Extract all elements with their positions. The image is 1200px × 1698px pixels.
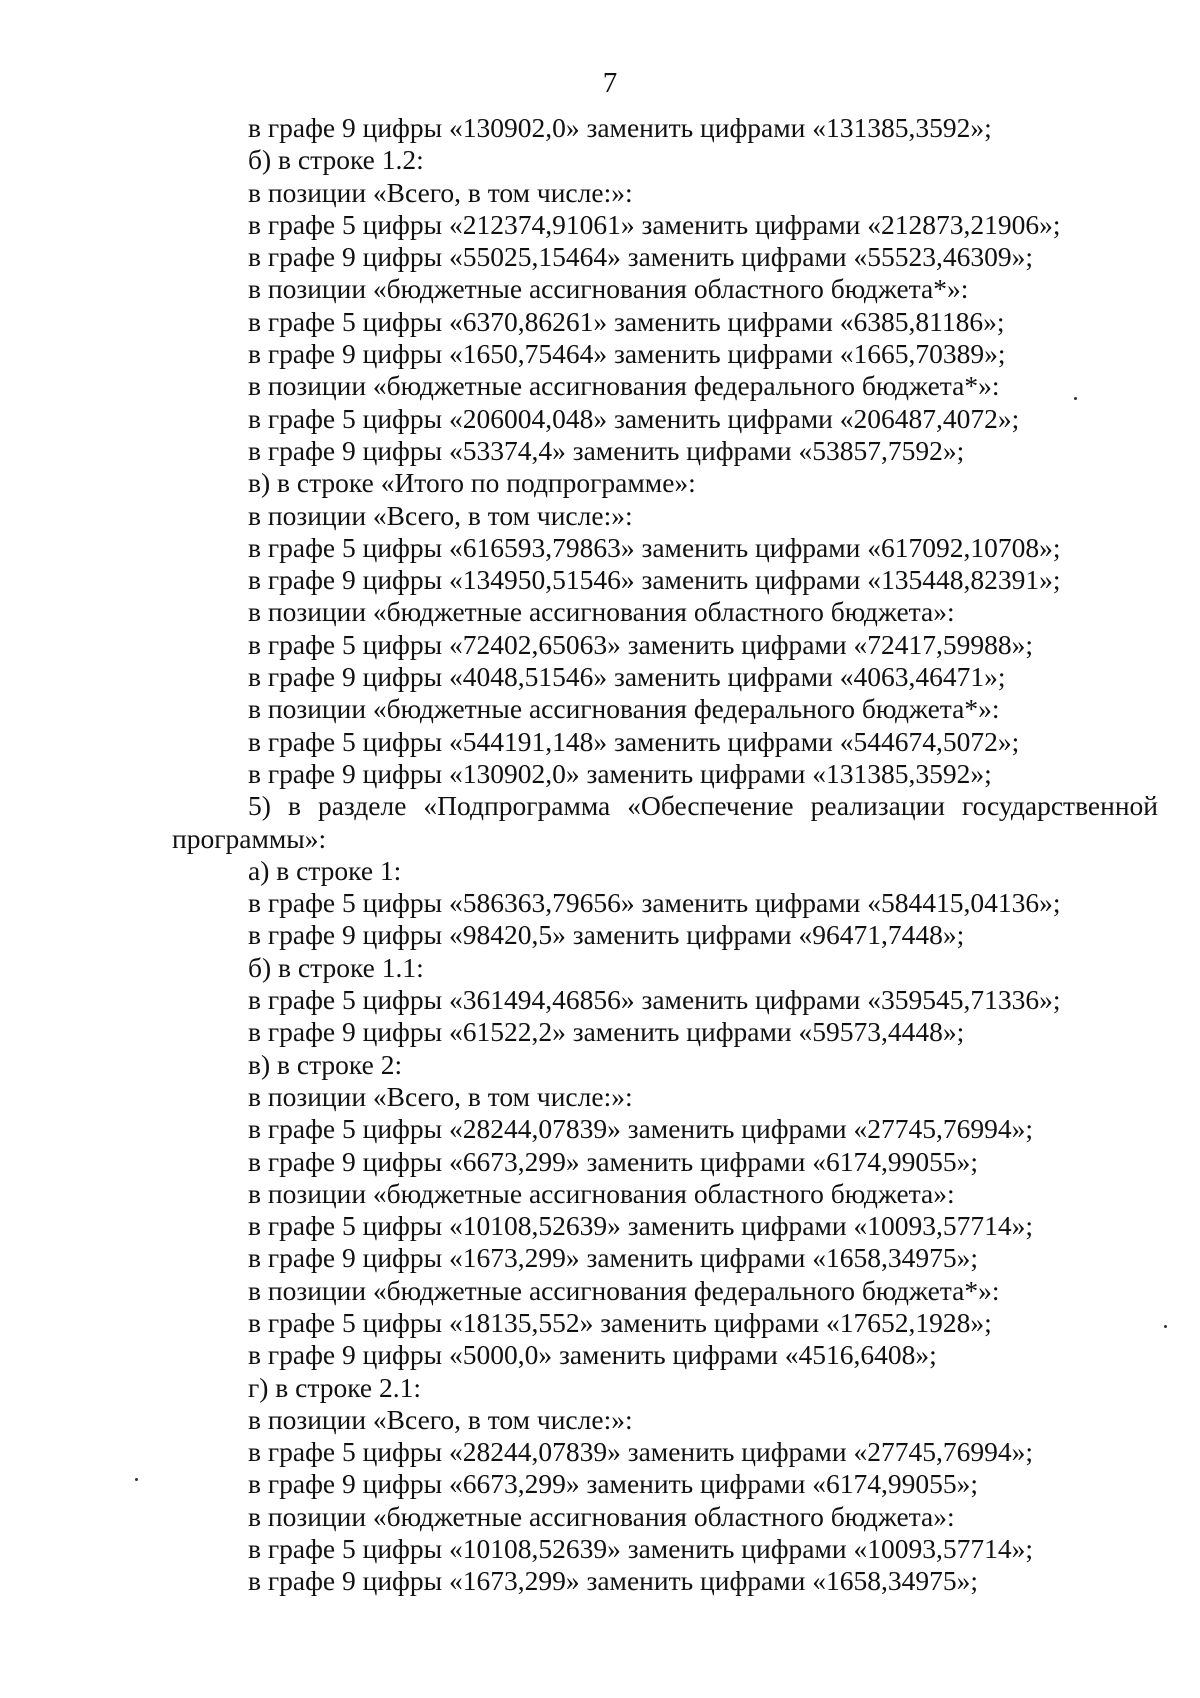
text-line: в графе 9 цифры «98420,5» заменить цифрами «96471,7448»; bbox=[248, 919, 965, 951]
text-line: в графе 9 цифры «1673,299» заменить цифрами «1658,34975»; bbox=[248, 1242, 978, 1274]
text-line: в графе 5 цифры «361494,46856» заменить цифрами «359545,71336»; bbox=[248, 984, 1061, 1016]
scan-speck bbox=[135, 1478, 138, 1481]
text-line: в графе 9 цифры «6673,299» заменить цифрами «6174,99055»; bbox=[248, 1145, 978, 1177]
text-line: в графе 5 цифры «28244,07839» заменить цифрами «27745,76994»; bbox=[248, 1436, 1033, 1468]
text-line: в графе 9 цифры «1673,299» заменить цифрами «1658,34975»; bbox=[248, 1565, 978, 1597]
text-line: в графе 9 цифры «6673,299» заменить цифрами «6174,99055»; bbox=[248, 1468, 978, 1500]
text-line: в графе 9 цифры «1650,75464» заменить цифрами «1665,70389»; bbox=[248, 338, 1006, 370]
scan-speck bbox=[1164, 1325, 1167, 1328]
text-line: в графе 5 цифры «616593,79863» заменить цифрами «617092,10708»; bbox=[248, 531, 1061, 563]
text-line: в позиции «бюджетные ассигнования федерального бюджета*»: bbox=[248, 370, 1000, 402]
scan-speck bbox=[1074, 397, 1077, 400]
text-line: в позиции «Всего, в том числе:»: bbox=[248, 176, 633, 208]
text-line: в графе 5 цифры «6370,86261» заменить цифрами «6385,81186»; bbox=[248, 305, 1005, 337]
text-line: в графе 9 цифры «53374,4» заменить цифрами «53857,7592»; bbox=[248, 434, 965, 466]
text-line: в позиции «бюджетные ассигнования областного бюджета»: bbox=[248, 596, 955, 628]
text-line: в графе 9 цифры «134950,51546» заменить цифрами «135448,82391»; bbox=[248, 564, 1061, 596]
text-line: в графе 5 цифры «28244,07839» заменить цифрами «27745,76994»; bbox=[248, 1113, 1033, 1145]
text-line: в) в строке «Итого по подпрограмме»: bbox=[248, 467, 696, 499]
text-line: в графе 9 цифры «61522,2» заменить цифрами «59573,4448»; bbox=[248, 1016, 965, 1048]
text-line: в графе 5 цифры «10108,52639» заменить цифрами «10093,57714»; bbox=[248, 1533, 1033, 1565]
text-line: в графе 9 цифры «5000,0» заменить цифрами «4516,6408»; bbox=[248, 1339, 937, 1371]
text-line: б) в строке 1.2: bbox=[248, 144, 424, 176]
text-line: в графе 9 цифры «130902,0» заменить цифрами «131385,3592»; bbox=[248, 757, 992, 789]
text-line: в графе 5 цифры «18135,552» заменить цифрами «17652,1928»; bbox=[248, 1306, 992, 1338]
section-heading-line: 5) в разделе «Подпрограмма «Обеспечение реализации государственной bbox=[248, 790, 1158, 822]
text-line: в графе 9 цифры «4048,51546» заменить цифрами «4063,46471»; bbox=[248, 661, 1006, 693]
text-line: в позиции «бюджетные ассигнования областного бюджета»: bbox=[248, 1177, 955, 1209]
section-heading-continuation: программы»: bbox=[172, 822, 327, 854]
text-line: в графе 5 цифры «72402,65063» заменить цифрами «72417,59988»; bbox=[248, 628, 1033, 660]
text-line: в графе 5 цифры «10108,52639» заменить цифрами «10093,57714»; bbox=[248, 1210, 1033, 1242]
text-line: в позиции «Всего, в том числе:»: bbox=[248, 1080, 633, 1112]
text-line: в позиции «бюджетные ассигнования областного бюджета*»: bbox=[248, 273, 969, 305]
text-line: в позиции «Всего, в том числе:»: bbox=[248, 499, 633, 531]
text-line: в позиции «Всего, в том числе:»: bbox=[248, 1403, 633, 1435]
text-line: в) в строке 2: bbox=[248, 1048, 403, 1080]
text-line: в позиции «бюджетные ассигнования областного бюджета»: bbox=[248, 1500, 955, 1532]
text-line: в позиции «бюджетные ассигнования федерального бюджета*»: bbox=[248, 1274, 1000, 1306]
text-line: в графе 5 цифры «544191,148» заменить цифрами «544674,5072»; bbox=[248, 725, 1020, 757]
text-line: в графе 5 цифры «586363,79656» заменить цифрами «584415,04136»; bbox=[248, 887, 1061, 919]
text-line: в графе 9 цифры «55025,15464» заменить цифрами «55523,46309»; bbox=[248, 241, 1033, 273]
document-body bbox=[172, 112, 1158, 1598]
text-line: в позиции «бюджетные ассигнования федерального бюджета*»: bbox=[248, 693, 1000, 725]
text-line: в графе 9 цифры «130902,0» заменить цифрами «131385,3592»; bbox=[248, 112, 992, 143]
text-line: б) в строке 1.1: bbox=[248, 951, 424, 983]
text-line: в графе 5 цифры «212374,91061» заменить цифрами «212873,21906»; bbox=[248, 208, 1061, 240]
text-line: а) в строке 1: bbox=[248, 854, 402, 886]
page-number: 7 bbox=[602, 67, 618, 99]
text-line: г) в строке 2.1: bbox=[248, 1371, 422, 1403]
text-line: в графе 5 цифры «206004,048» заменить цифрами «206487,4072»; bbox=[248, 402, 1020, 434]
